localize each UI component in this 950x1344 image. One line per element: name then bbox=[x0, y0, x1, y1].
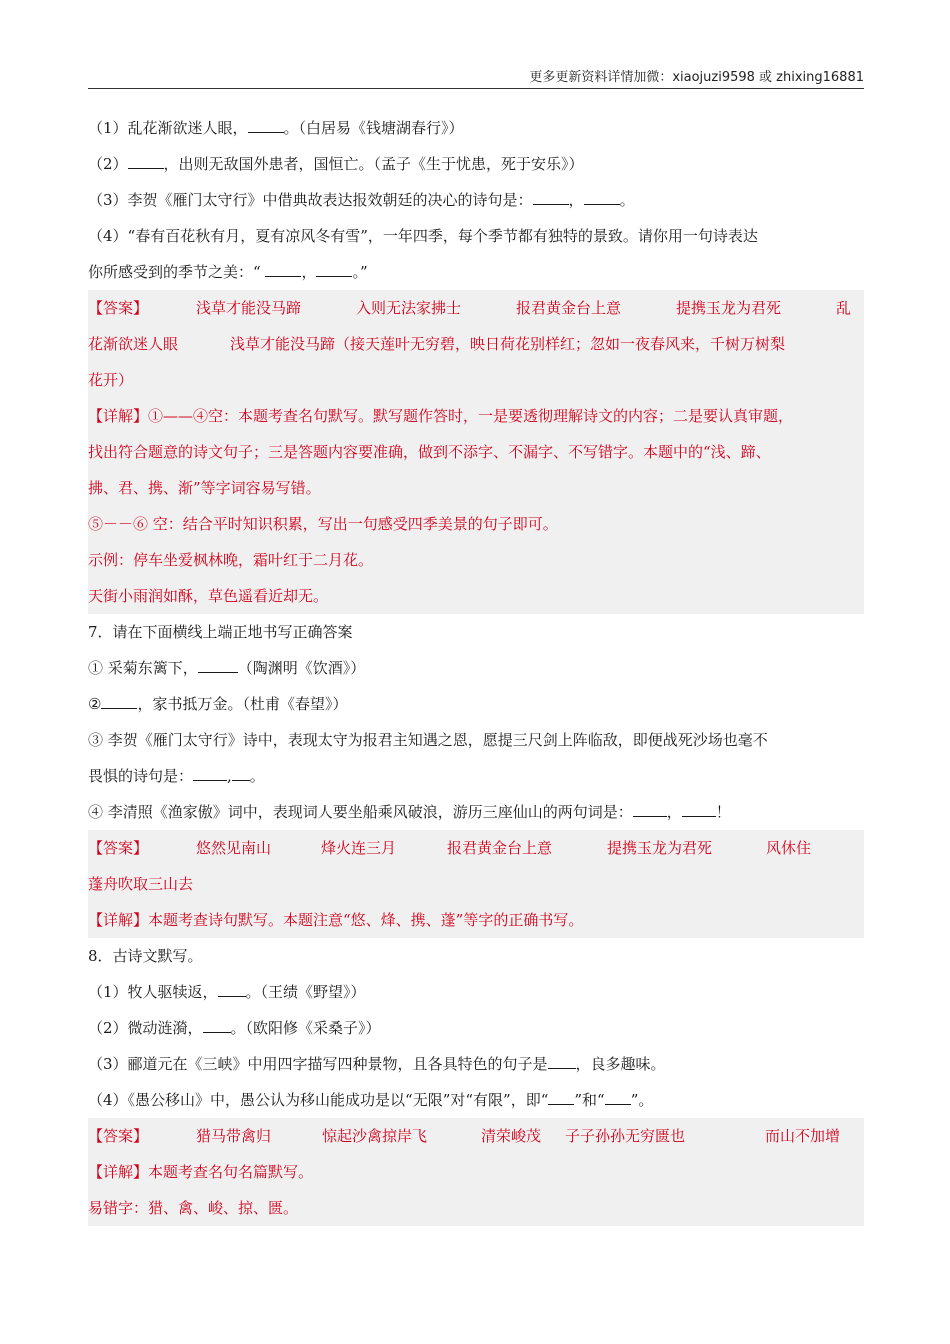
q7-detail: 【详解】本题考查诗句默写。本题注意“悠、烽、携、蓬”等字的正确书写。 bbox=[88, 911, 584, 929]
answer-blank bbox=[548, 1054, 576, 1069]
answer-blank bbox=[128, 154, 164, 169]
q6-detail-3: 拂、君、携、渐”等字词容易写错。 bbox=[88, 479, 321, 497]
answer-blank bbox=[232, 766, 250, 781]
answer-blank bbox=[203, 1018, 231, 1033]
q7-line-4: ④ 李清照《渔家傲》词中，表现词人要坐船乘风破浪，游历三座仙山的两句词是： ， ！ bbox=[88, 803, 731, 821]
q6-answer-block bbox=[88, 290, 864, 614]
answer-item: 浅草才能没马蹄（接天莲叶无穷碧，映日荷花别样红；忽如一夜春风来，千树万树梨 bbox=[230, 335, 786, 353]
answer-label: 【答案】 bbox=[88, 839, 149, 857]
answer-item: 烽火连三月 bbox=[321, 839, 397, 857]
q8-title: 8．古诗文默写。 bbox=[88, 947, 203, 965]
answer-item: 蓬舟吹取三山去 bbox=[88, 875, 194, 893]
answer-item: 花渐欲迷人眼 bbox=[88, 335, 179, 353]
q7-title: 7．请在下面横线上端正地书写正确答案 bbox=[88, 623, 353, 641]
answer-item: 子子孙孙无穷匮也 bbox=[565, 1127, 686, 1145]
q6-answer-row-1 bbox=[88, 290, 864, 326]
q6-line-2: （2） ，出则无敌国外患者，国恒亡。（孟子《生于忧患，死于安乐》） bbox=[88, 155, 584, 173]
answer-blank bbox=[316, 262, 352, 277]
answer-blank bbox=[548, 1090, 574, 1105]
answer-blank bbox=[584, 190, 620, 205]
q7-answer-block bbox=[88, 830, 864, 938]
q6-detail-1: 【详解】①——④空：本题考查名句默写。默写题作答时，一是要透彻理解诗文的内容；二是要认真审题， bbox=[88, 407, 794, 425]
q7-answer-row-2 bbox=[88, 866, 864, 902]
answer-item: 报君黄金台上意 bbox=[447, 839, 553, 857]
answer-blank bbox=[193, 766, 227, 781]
q7-line-2: ② ，家书抵万金。（杜甫《春望》） bbox=[88, 695, 348, 713]
answer-blank bbox=[633, 802, 667, 817]
answer-item: 提携玉龙为君死 bbox=[676, 299, 782, 317]
q6-detail-6: 天街小雨润如酥，草色遥看近却无。 bbox=[88, 587, 329, 605]
q6-line-3: （3）李贺《雁门太守行》中借典故表达报效朝廷的决心的诗句是： ， 。 bbox=[88, 191, 635, 209]
answer-item: 入则无法家拂士 bbox=[356, 299, 462, 317]
q8-line-2: （2）微动涟漪， 。（欧阳修《采桑子》） bbox=[88, 1019, 381, 1037]
q8-line-1: （1）牧人驱犊返， 。（王绩《野望》） bbox=[88, 983, 366, 1001]
answer-blank bbox=[533, 190, 569, 205]
q7-line-3a: ③ 李贺《雁门太守行》诗中，表现太守为报君主知遇之恩，愿提三尺剑上阵临敌，即便战死沙场也毫不 bbox=[88, 731, 768, 749]
answer-blank bbox=[682, 802, 716, 817]
answer-item: 报君黄金台上意 bbox=[516, 299, 622, 317]
answer-blank bbox=[248, 118, 284, 133]
page-header: 更多更新资料详情加微：xiaojuzi9598 或 zhixing16881 bbox=[529, 70, 864, 85]
q6-answer-row-3 bbox=[88, 362, 864, 398]
q6-answer-row-2 bbox=[88, 326, 864, 362]
answer-item: 花开） bbox=[88, 371, 134, 389]
q6-line-1: （1）乱花渐欲迷人眼， 。（白居易《钱塘湖春行》） bbox=[88, 119, 464, 137]
q6-detail-4: ⑤－－⑥ 空：结合平时知识积累，写出一句感受四季美景的句子即可。 bbox=[88, 515, 558, 533]
answer-item: 浅草才能没马蹄 bbox=[196, 299, 302, 317]
q6-line-4b: 你所感受到的季节之美：“ ， 。” bbox=[88, 263, 368, 281]
q8-line-4: （4）《愚公移山》中，愚公认为移山能成功是以“无限”对“有限”，即“ ”和“ ”。 bbox=[88, 1091, 654, 1109]
q8-detail-2: 易错字：猎、禽、峻、掠、匮。 bbox=[88, 1199, 299, 1217]
header-rule bbox=[88, 88, 864, 89]
q7-line-1: ① 采菊东篱下， （陶渊明《饮酒》） bbox=[88, 659, 366, 677]
answer-label: 【答案】 bbox=[88, 299, 149, 317]
q6-detail-2: 找出符合题意的诗文句子；三是答题内容要准确，做到不添字、不漏字、不写错字。本题中的“浅、蹄、 bbox=[88, 443, 771, 461]
answer-item: 乱 bbox=[836, 299, 852, 317]
answer-blank bbox=[265, 262, 301, 277]
answer-item: 猎马带禽归 bbox=[196, 1127, 272, 1145]
answer-item: 清荣峻茂 bbox=[481, 1127, 542, 1145]
q8-detail-1: 【详解】本题考查名句名篇默写。 bbox=[88, 1163, 314, 1181]
q8-answer-block bbox=[88, 1118, 864, 1226]
q6-detail-5: 示例：停车坐爱枫林晚，霜叶红于二月花。 bbox=[88, 551, 374, 569]
answer-item: 风休住 bbox=[766, 839, 812, 857]
q7-answer-row-1 bbox=[88, 830, 864, 866]
answer-label: 【答案】 bbox=[88, 1127, 149, 1145]
answer-item: 而山不加增 bbox=[765, 1127, 841, 1145]
answer-item: 悠然见南山 bbox=[196, 839, 272, 857]
q8-line-3: （3）郦道元在《三峡》中用四字描写四种景物，且各具特色的句子是 ，良多趣味。 bbox=[88, 1055, 666, 1073]
answer-blank bbox=[101, 694, 137, 709]
answer-blank bbox=[605, 1090, 631, 1105]
answer-blank bbox=[198, 658, 238, 673]
answer-item: 惊起沙禽掠岸飞 bbox=[322, 1127, 428, 1145]
q7-line-3b: 畏惧的诗句是： , 。 bbox=[88, 767, 265, 785]
page-content bbox=[88, 110, 864, 1226]
q8-answer-row-1 bbox=[88, 1118, 864, 1154]
answer-item: 提携玉龙为君死 bbox=[607, 839, 713, 857]
answer-blank bbox=[218, 982, 246, 997]
q6-line-4a: （4）“春有百花秋有月，夏有凉风冬有雪”，一年四季，每个季节都有独特的景致。请你用一句诗表达 bbox=[88, 227, 758, 245]
